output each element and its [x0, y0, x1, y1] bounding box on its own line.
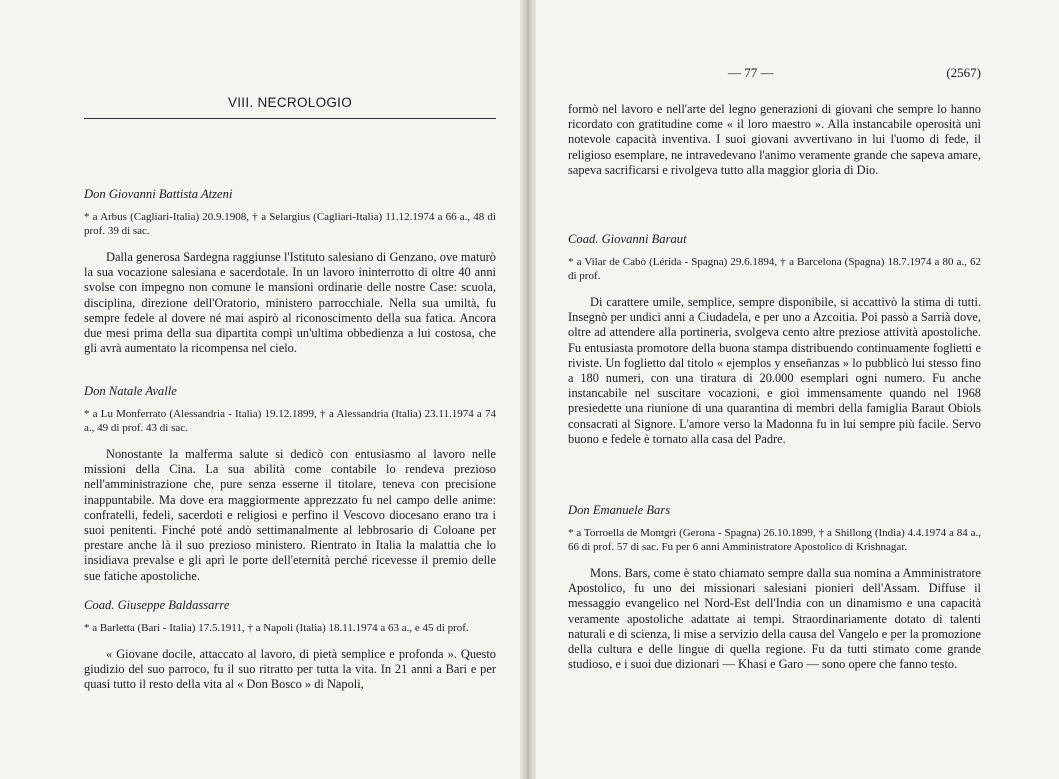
entry-dates: * a Vilar de Cabò (Lérida - Spagna) 29.6.1894, † a Barcelona (Spagna) 18.7.1974 a 80 a., 62 di prof. — [568, 256, 981, 282]
entry-text: Di carattere umile, semplice, sempre disponibile, si accattivò la stima di tutti. Insegnò per undici anni a Ciudadela, e per uno a Azcoitia. Poi passò a Sarrià dove, oltre ad attendere alla portineria, svolgeva cento altre preziose attività apostoliche. Fu entusiasta promotore della buona stampa distribuendo continuamente foglietti e riviste. Un foglietto dal titolo « ejemplos y enseñanzas » lo pubblicò lui stesso fino a 180 numeri, con una tiratura di 20.000 esemplari ogni numero. Fu anche instancabile nel suscitare vocazioni, e gioì immensamente quando nel 1968 presiedette una riunione di una quarantina di membri della famiglia Baraut Obiols consacrati al Signore. L'amore verso la Madonna fu in lui sempre più facile. Servo buono e fedele è tornato alla casa del Padre. — [568, 295, 981, 446]
entry-name: Don Emanuele Bars — [568, 503, 671, 517]
entry-dates: * a Lu Monferrato (Alessandria - Italia) 19.12.1899, † a Alessandria (Italia) 23.11.1974 a 74 a., 49 di prof. 43 di sac. — [84, 408, 496, 434]
entry-name: Coad. Giuseppe Baldassarre — [84, 598, 230, 612]
entry-dates: * a Torroella de Montgrì (Gerona - Spagna) 26.10.1899, † a Shillong (India) 4.4.1974 a 84 a., 66 di prof. 57 di sac. Fu per 6 anni Amministratore Apostolico di Krishnagar. — [568, 527, 981, 553]
continuation-text: formò nel lavoro e nell'arte del legno generazioni di giovani che sempre lo hanno ricordato con gratitudine come « il loro maestro ». Alla instancabile operosità unì notevole capacità inventiva. I suoi giovani avvertivano in lui l'uomo di fede, il religioso esemplare, ne intravedevano l'animo veramente grande che sapeva amare, sapeva sacrificarsi e rivolgeva tutto alla maggior gloria di Dio. — [568, 102, 981, 177]
page-code: (2567) — [946, 65, 981, 80]
obituary-entry-baraut — [568, 232, 981, 447]
entry-name: Don Natale Avalle — [84, 384, 177, 398]
book-gutter — [520, 0, 536, 779]
title-rule — [84, 118, 496, 119]
running-head — [568, 65, 981, 83]
page-number: — 77 — — [728, 65, 774, 80]
entry-text: Mons. Bars, come è stato chiamato sempre dalla sua nomina a Amministratore Apostolico, fu uno dei missionari salesiani pionieri dell'Assam. Diffuse il messaggio evangelico nel Nord-Est dell'India con un dinamismo e una capacità veramente apostoliche adattate ai tempi. Straordinariamente dotato di talenti naturali e di scienza, li mise a servizio della causa del Vangelo e per la promozione della cultura e delle lingue di quella regione. Fu da tutti stimato come grande studioso, e i suoi due dizionari — Khasi e Garo — sono opere che fanno testo. — [568, 566, 981, 672]
obituary-entry-atzeni — [84, 187, 496, 356]
continuation-text-block — [568, 102, 981, 178]
entry-text: Dalla generosa Sardegna raggiunse l'Istituto salesiano di Genzano, ove maturò la sua vocazione salesiana e sacerdotale. In un lavoro ininterrotto di oltre 40 anni svolse con impegno non comune le mansioni ordinarie delle nostre Case: scuola, disciplina, direzione dell'Oratorio, ministero parrocchiale. Nella sua umiltà, fu sempre fedele al dovere né mai aspirò al riconoscimento della sua fatica. Ancora due mesi prima della sua dipartita compì un'ultima obbedienza a lui costosa, che gli avrà aumentato la ricompensa nel cielo. — [84, 250, 496, 356]
entry-name: Don Giovanni Battista Atzeni — [84, 187, 233, 201]
section-title: VIII. NECROLOGIO — [227, 95, 353, 110]
obituary-entry-avalle — [84, 384, 496, 584]
entry-text: « Giovane docile, attaccato al lavoro, di pietà semplice e profonda ». Questo giudizio del suo parroco, fu il suo ritratto per tutta la vita. In 21 anni a Bari e per quasi tutto il resto della vita al « Don Bosco » di Napoli, — [84, 647, 496, 692]
obituary-entry-bars — [568, 503, 981, 672]
entry-dates: * a Barletta (Bari - Italia) 17.5.1911, † a Napoli (Italia) 18.11.1974 a 63 a., e 45 di prof. — [84, 622, 469, 634]
entry-dates: * a Arbus (Cagliari-Italia) 20.9.1908, † a Selargius (Cagliari-Italia) 11.12.1974 a 66 a., 48 di prof. 39 di sac. — [84, 211, 496, 237]
entry-name: Coad. Giovanni Baraut — [568, 232, 687, 246]
entry-text: Nonostante la malferma salute si dedicò con entusiasmo al lavoro nelle missioni della Cina. La sua abilità come contabile lo rendeva prezioso nell'amministrazione che, pure senza esserne il titolare, teneva con precisione inappuntabile. Ma dove era maggiormente apprezzato fu nel campo delle anime: confratelli, fedeli, sacerdoti e religiosi e perfino il Vescovo diocesano erano tra i suoi penitenti. Finché poté andò settimanalmente al lebbrosario di Coloane per prestare anche là il suo prezioso ministero. Rientrato in Italia la malattia che lo insidiava prevalse e gli aprì le porte dell'eternità perché ricevesse il premio delle sue fatiche apostoliche. — [84, 447, 496, 583]
obituary-entry-baldassarre — [84, 598, 496, 693]
